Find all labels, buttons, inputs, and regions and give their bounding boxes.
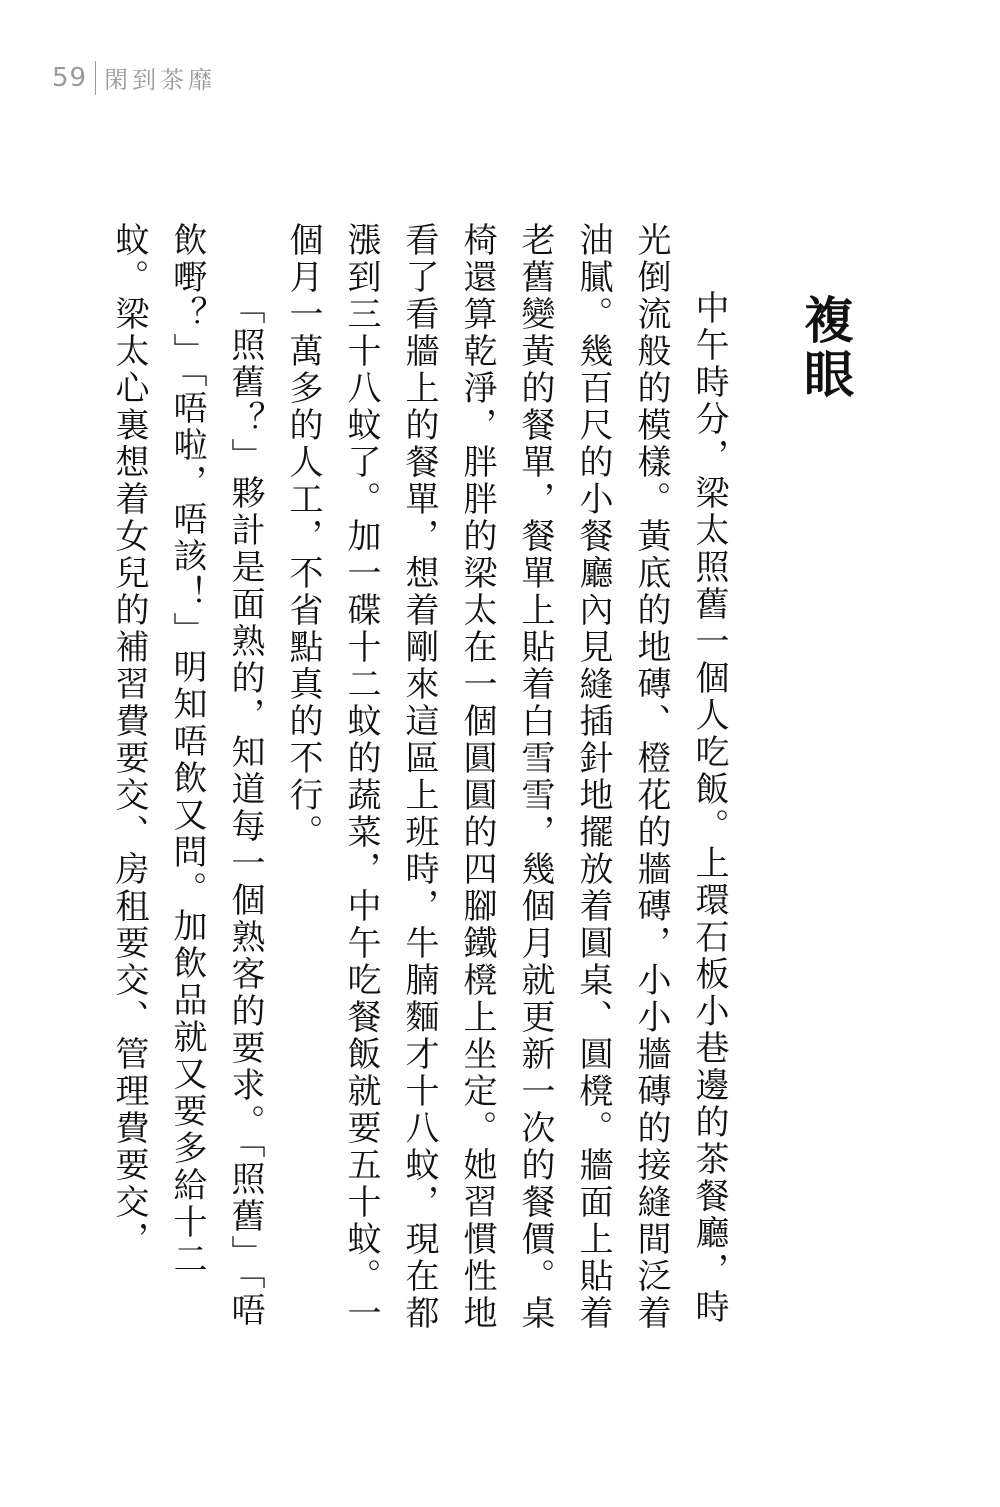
paragraph-2: 「照舊？」夥計是面熟的，知道每一個熟客的要求。「照舊」「唔飲嘢？」「唔啦，唔該！」明知唔飲又問。加飲品就又要多給十二蚊。梁太心裏想着女兒的補習費要交、房租要交、管理費要交， (109, 222, 265, 1329)
paragraph-1: 中午時分，梁太照舊一個人吃飯。上環石板小巷邊的茶餐廳，時光倒流般的模樣。黃底的地磚、橙花的牆磚，小小牆磚的接縫間泛着油膩。幾百尺的小餐廳內見縫插針地擺放着圓桌、圓櫈。牆面上貼着老舊變黃的餐單，餐單上貼着白雪雪，幾個月就更新一次的餐價。桌椅還算乾淨，胖胖的梁太在一個圓圓的四腳鐵櫈上坐定。她習慣性地看了看牆上的餐單，想着剛來這區上班時，牛腩麵才十八蚊，現在都漲到三十八蚊了。加一碟十二蚊的蔬菜，中午吃餐飯就要五十蚊。一個月一萬多的人工，不省點真的不行。 (283, 222, 729, 1332)
page-number: 59 (52, 62, 88, 93)
chapter-title: 複眼 (796, 294, 855, 402)
page-header (52, 60, 216, 95)
running-title: 閑到茶靡 (104, 66, 217, 94)
body-text (88, 222, 738, 1342)
header-divider (95, 61, 96, 95)
